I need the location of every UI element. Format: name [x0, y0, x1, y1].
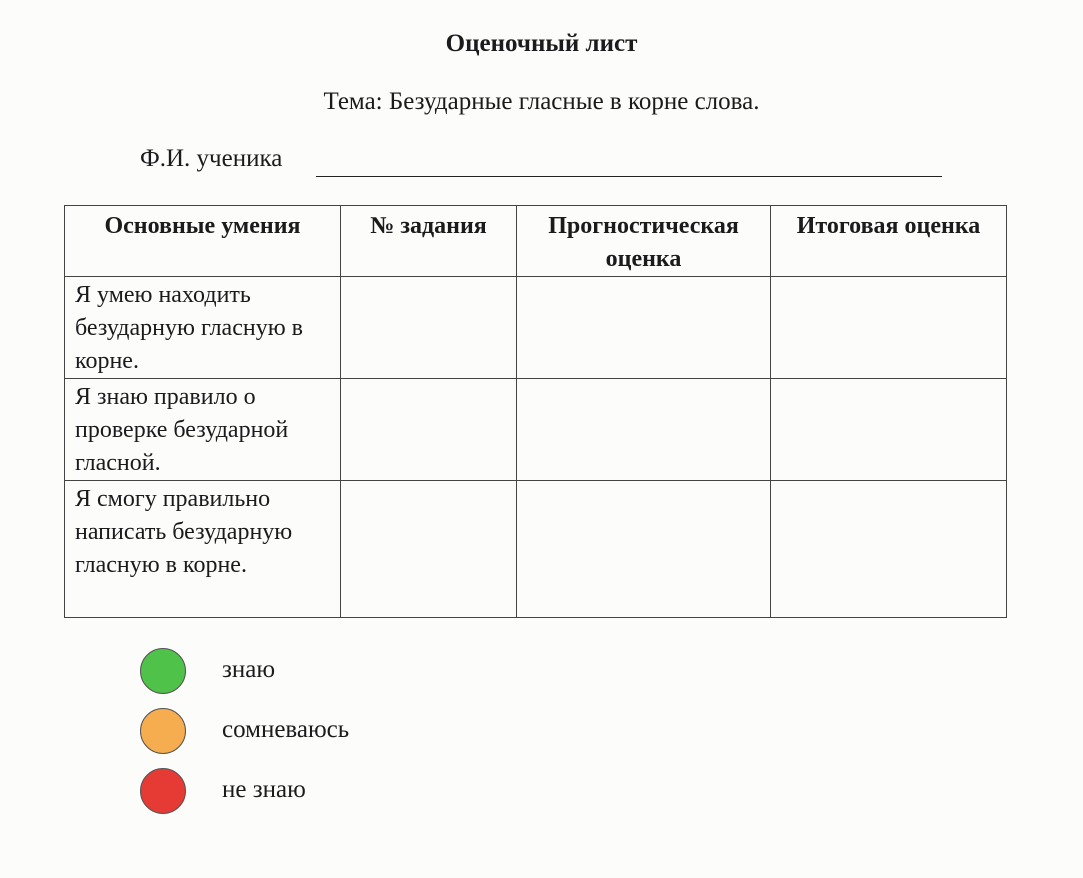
task-number-cell[interactable]	[341, 277, 517, 379]
assessment-table	[64, 205, 1007, 618]
orange-circle-icon	[140, 708, 186, 754]
green-circle-icon	[140, 648, 186, 694]
skill-cell: Я смогу правильно написать безударную гласную в корне.	[65, 481, 341, 618]
skill-cell: Я умею находить безударную гласную в корне.	[65, 277, 341, 379]
task-number-cell[interactable]	[341, 481, 517, 618]
forecast-grade-cell[interactable]	[517, 277, 771, 379]
topic-line: Тема: Безударные гласные в корне слова.	[323, 88, 760, 115]
table-row	[65, 379, 1007, 481]
skill-cell: Я знаю правило о проверке безударной гласной.	[65, 379, 341, 481]
student-name-label: Ф.И. ученика	[140, 145, 283, 172]
page-title: Оценочный лист	[445, 30, 638, 57]
table-header-row	[65, 206, 1007, 277]
red-circle-icon	[140, 768, 186, 814]
header-skills: Основные умения	[65, 206, 341, 277]
header-task-number: № задания	[341, 206, 517, 277]
header-final-grade: Итоговая оценка	[771, 206, 1007, 277]
student-name-line[interactable]	[316, 176, 942, 177]
final-grade-cell[interactable]	[771, 277, 1007, 379]
forecast-grade-cell[interactable]	[517, 379, 771, 481]
task-number-cell[interactable]	[341, 379, 517, 481]
table-row	[65, 481, 1007, 618]
legend-label: сомневаюсь	[222, 716, 350, 743]
legend-label: знаю	[222, 656, 276, 683]
final-grade-cell[interactable]	[771, 379, 1007, 481]
forecast-grade-cell[interactable]	[517, 481, 771, 618]
header-forecast-grade: Прогностическая оценка	[517, 206, 771, 277]
final-grade-cell[interactable]	[771, 481, 1007, 618]
legend-label: не знаю	[222, 776, 306, 803]
table-row	[65, 277, 1007, 379]
